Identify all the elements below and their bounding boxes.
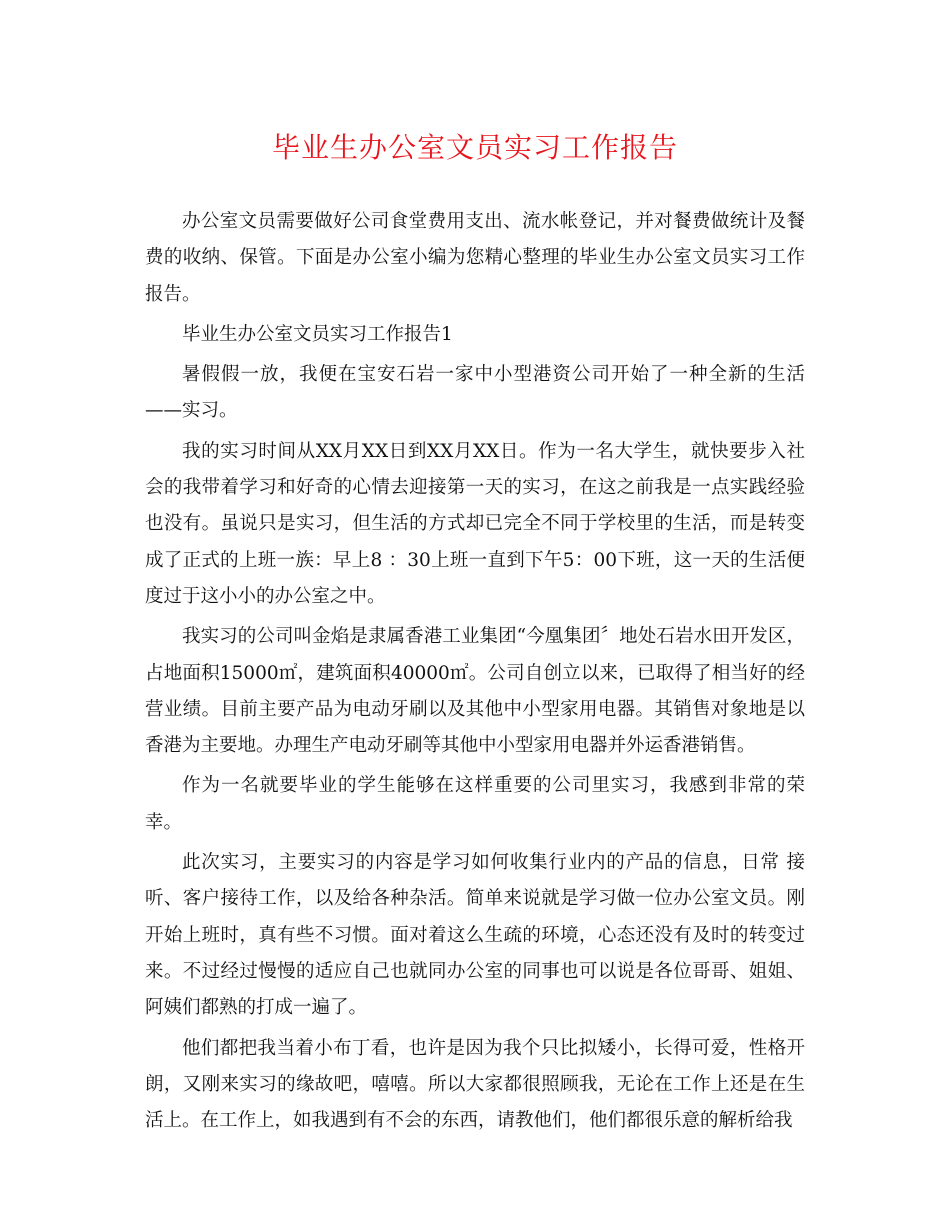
paragraph-intro: 办公室文员需要做好公司食堂费用支出、流水帐登记，并对餐费做统计及餐费的收纳、保管。下面是办公室小编为您精心整理的毕业生办公室文员实习工作报告。 [145,211,805,305]
document-body [145,204,805,1139]
section-heading: 毕业生办公室文员实习工作报告1 [182,323,453,345]
paragraph: 我实习的公司叫金焰是隶属香港工业集团“今凰集团〞地处石岩水田开发区，占地面积15000㎡，建筑面积40000㎡。公司自创立以来，已取得了相当好的经营业绩。目前主要产品为电动牙刷以及其他中小型家用电器。其销售对象地是以香港为主要地。办理生产电动牙刷等其他中小型家用电器并外运香港销售。 [145,626,805,757]
paragraph: 此次实习，主要实习的内容是学习如何收集行业内的产品的信息，日常 接听、客户接待工作，以及给各种杂活。简单来说就是学习做一位办公室文员。刚开始上班时，真有些不习惯。面对着这么生疏的环境，心态还没有及时的转变过来。不过经过慢慢的适应自己也就同办公室的同事也可以说是各位哥哥、姐姐、阿姨们都熟的打成一遍了。 [145,852,805,1019]
paragraph: 他们都把我当着小布丁看，也许是因为我个只比拟矮小，长得可爱，性格开朗，又刚来实习的缘故吧，嘻嘻。所以大家都很照顾我，无论在工作上还是在生活上。在工作上，如我遇到有不会的东西，请教他们，他们都很乐意的解析给我 [145,1037,805,1132]
paragraph: 作为一名就要毕业的学生能够在这样重要的公司里实习，我感到非常的荣幸。 [145,775,805,833]
document-title: 毕业生办公室文员实习工作报告 [271,131,678,164]
paragraph: 我的实习时间从XX月XX日到XX月XX日。作为一名大学生，就快要步入社会的我带着学习和好奇的心情去迎接第一天的实习，在这之前我是一点实践经验也没有。虽说只是实习，但生活的方式却已完全不同于学校里的生活，而是转变成了正式的上班一族：早上8 ：30上班一直到下午5：00下班，这一天的生活便度过于这小小的办公室之中。 [145,440,805,607]
paragraph: 暑假假一放，我便在宝安石岩一家中小型港资公司开始了一种全新的生活——实习。 [145,364,805,422]
